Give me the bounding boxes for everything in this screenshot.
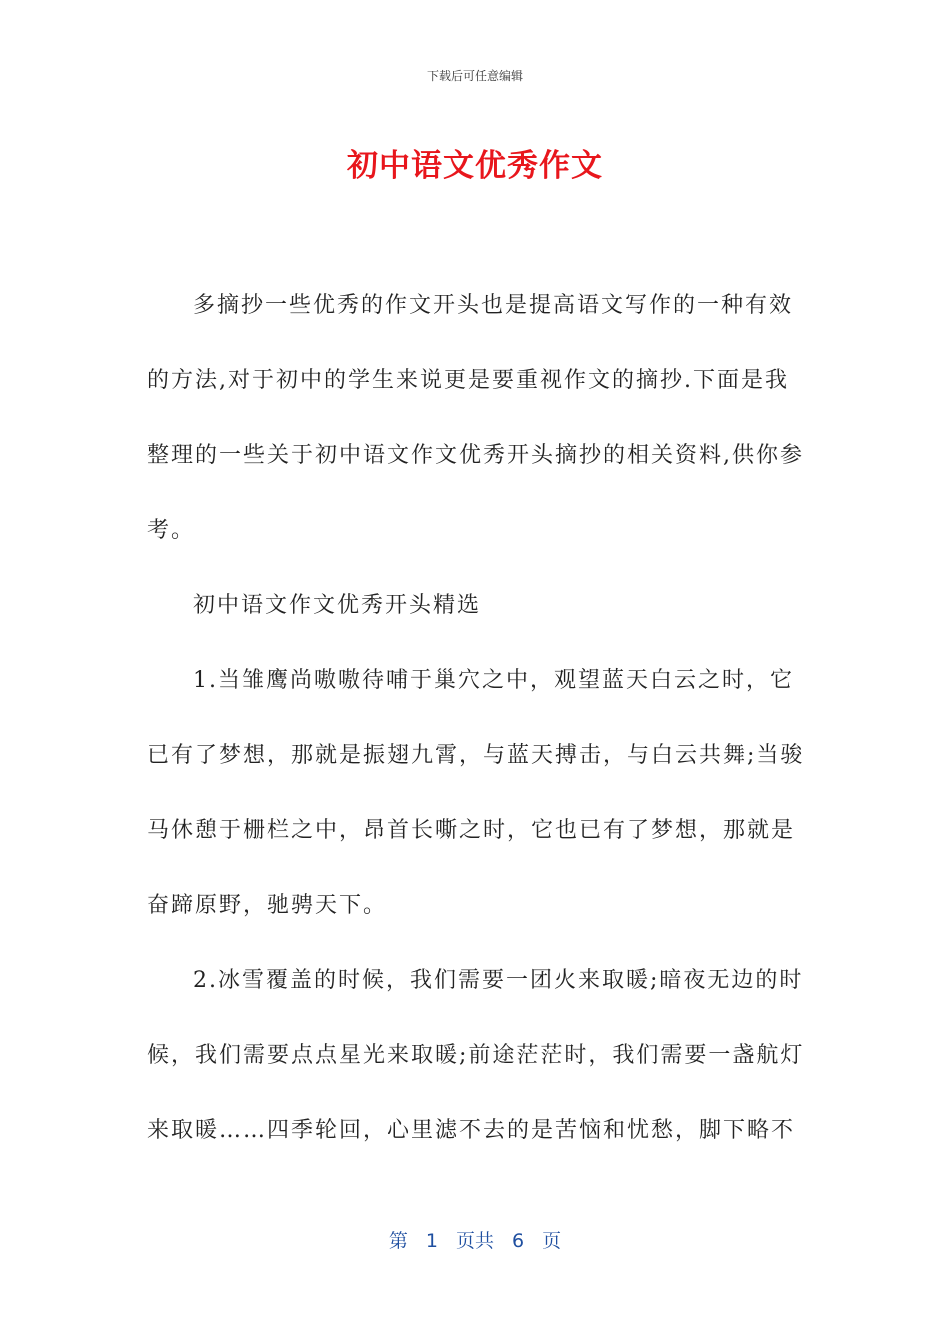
footer-middle: 页共 (455, 1230, 494, 1252)
paragraph-intro: 多摘抄一些优秀的作文开头也是提高语文写作的一种有效的方法,对于初中的学生来说更是要重视作文的摘抄.下面是我整理的一些关于初中语文作文优秀开头摘抄的相关资料,供你参考。 (147, 293, 804, 543)
footer-total-pages: 6 (512, 1230, 525, 1252)
header-note: 下载后可任意编辑 (426, 69, 523, 83)
paragraph-item-2: 2.冰雪覆盖的时候，我们需要一团火来取暖;暗夜无边的时候，我们需要点点星光来取暖;前途茫茫时，我们需要一盏航灯来取暖……四季轮回，心里滤不去的是苦恼和忧愁，脚下略不 (147, 968, 805, 1143)
document-body (147, 268, 807, 1168)
footer-suffix: 页 (542, 1230, 562, 1252)
document-title: 初中语文优秀作文 (347, 148, 603, 184)
page-footer (0, 1226, 950, 1253)
footer-current-page: 1 (425, 1230, 438, 1252)
paragraph-section-heading: 初中语文作文优秀开头精选 (193, 593, 482, 618)
paragraph-item-1: 1.当雏鹰尚嗷嗷待哺于巢穴之中，观望蓝天白云之时，它已有了梦想，那就是振翅九霄，与蓝天搏击，与白云共舞;当骏马休憩于栅栏之中，昂首长嘶之时，它也已有了梦想，那就是奋蹄原野，驰骋天下。 (147, 668, 805, 918)
footer-prefix: 第 (388, 1230, 408, 1252)
